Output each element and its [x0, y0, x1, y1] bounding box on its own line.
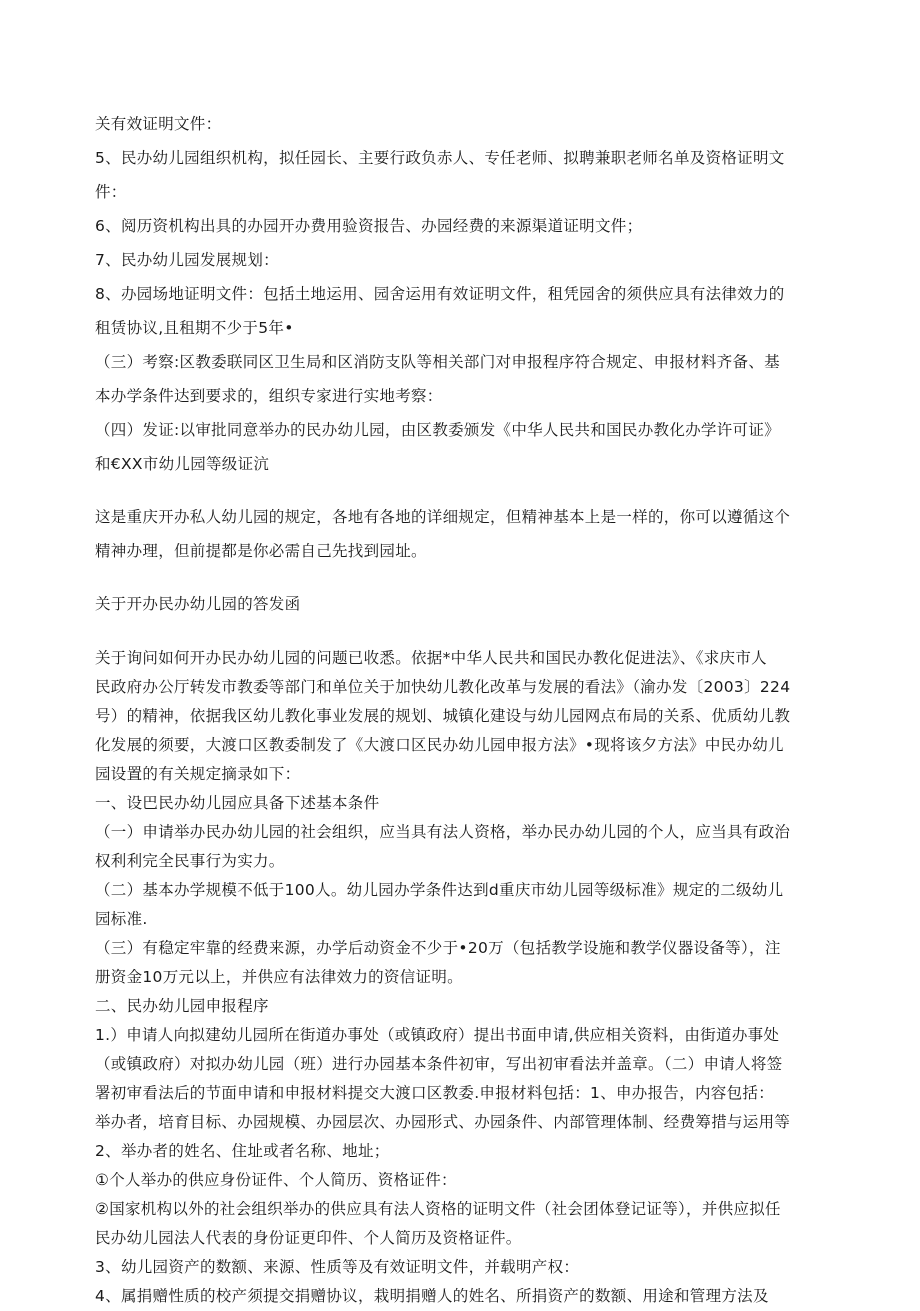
text-line: 二、民办幼儿园申报程序	[95, 997, 269, 1015]
text-line: 园标准.	[95, 910, 148, 928]
text-line: 8、办园场地证明文件：包括土地运用、园舍运用有效证明文件，租凭园舍的须供应具有法律效力的	[95, 285, 785, 303]
document-page	[95, 107, 840, 1311]
text-line: 本办学条件达到要求的，组织专家进行实地考察：	[95, 387, 443, 405]
text-line: （一）申请举办民办幼儿园的社会组织，应当具有法人资格，举办民办幼儿园的个人，应当具有政治	[95, 823, 791, 841]
text-line: 精神办理，但前提都是你必需自己先找到园址。	[95, 542, 427, 560]
section-commentary	[95, 500, 840, 568]
text-line: ①个人举办的供应身份证件、个人简历、资格证件：	[95, 1171, 457, 1189]
text-line: 件：	[95, 183, 127, 201]
text-line: 民办幼儿园法人代表的身份证更印件、个人简历及资格证件。	[95, 1229, 522, 1247]
text-line: 4、属捐赠性质的校产须提交捐赠协议，栽明捐赠人的姓名、所捐资产的数额、用途和管理方法及	[95, 1287, 769, 1305]
text-line: 5、民办幼儿园组织机构，拟任园长、主要行政负赤人、专任老师、拟聘兼职老师名单及资格证明文	[95, 149, 785, 167]
text-line: 册资金10万元以上，并供应有法律效力的资信证明。	[95, 968, 463, 986]
text-line: 2、举办者的姓名、住址或者名称、地址；	[95, 1142, 390, 1160]
text-line: 3、幼儿园资产的数额、来源、性质等及有效证明文件，并载明产权：	[95, 1258, 580, 1276]
text-line: 号）的精神，依据我区幼儿教化事业发展的规划、城镇化建设与幼儿园网点布局的关系、优质幼儿教	[95, 707, 791, 725]
text-line: 和€XX市幼儿园等级证沆	[95, 455, 270, 473]
text-line: （三）有稳定牢靠的经费来源，办学后动资金不少于•20万（包括教学设施和教学仪器设备等），注	[95, 939, 781, 957]
text-line: （四）发证:以审批同意举办的民办幼儿园，由区教委颁发《中华人民共和国民办教化办学许可证》	[95, 421, 780, 439]
text-line: 署初审看法后的节面申请和申报材料提交大渡口区教委.申报材料包括：1、申办报告，内容包括：	[95, 1084, 774, 1102]
text-line: 6、阅历资机构出具的办园开办费用验资报告、办园经费的来源渠道证明文件；	[95, 217, 643, 235]
section-reply-body	[95, 644, 840, 1311]
text-line: 一、设巴民办幼儿园应具备下述基本条件	[95, 794, 380, 812]
text-line: 关于询问如何开办民办幼儿园的问题已收悉。依据*中华人民共和国民办教化促进法》、《求庆市人	[95, 649, 767, 667]
text-line: 举办者，培育目标、办园规模、办园层次、办园形式、办园条件、内部管理体制、经费筹措与运用等	[95, 1113, 791, 1131]
text-line: 园设置的有关规定摘录如下：	[95, 765, 301, 783]
text-line: 租赁协议,且租期不少于5年•	[95, 319, 294, 337]
text-line: 关有效证明文件：	[95, 115, 222, 133]
text-line: ②国家机构以外的社会组织举办的供应具有法人资格的证明文件（社会团体登记证等），并供应拟任	[95, 1200, 781, 1218]
reply-heading: 关于开办民办幼儿园的答发函	[95, 595, 301, 613]
text-line: 化发展的须要，大渡口区教委制发了《大渡口区民办幼儿园申报方法》•现将该夕方法》中民办幼儿	[95, 736, 784, 754]
text-line: 1.）申请人向拟建幼儿园所在街道办事处（或镇政府）提出书面申请,供应相关资料，由街道办事处	[95, 1026, 780, 1044]
text-line: 这是重庆开办私人幼儿园的规定，各地有各地的详细规定，但精神基本上是一样的，你可以遵循这个	[95, 508, 791, 526]
text-line: （二）基本办学规模不低于100人。幼儿园办学条件达到d重庆市幼儿园等级标准》规定的二级幼儿	[95, 881, 784, 899]
text-line: （三）考察:区教委联同区卫生局和区消防支队等相关部门对申报程序符合规定、申报材料齐备、基	[95, 353, 780, 371]
text-line: （或镇政府）对拟办幼儿园（班）进行办园基本条件初审，写出初审看法并盖章。（二）申请人将签	[95, 1055, 783, 1073]
text-line: 权利利完全民事行为实力。	[95, 852, 285, 870]
section-requirements-continued	[95, 107, 840, 481]
text-line: 7、民办幼儿园发展规划：	[95, 251, 279, 269]
text-line: 民政府办公厅转发市教委等部门和单位关于加快幼儿教化改革与发展的看法》（渝办发〔2003〕224	[95, 678, 791, 696]
